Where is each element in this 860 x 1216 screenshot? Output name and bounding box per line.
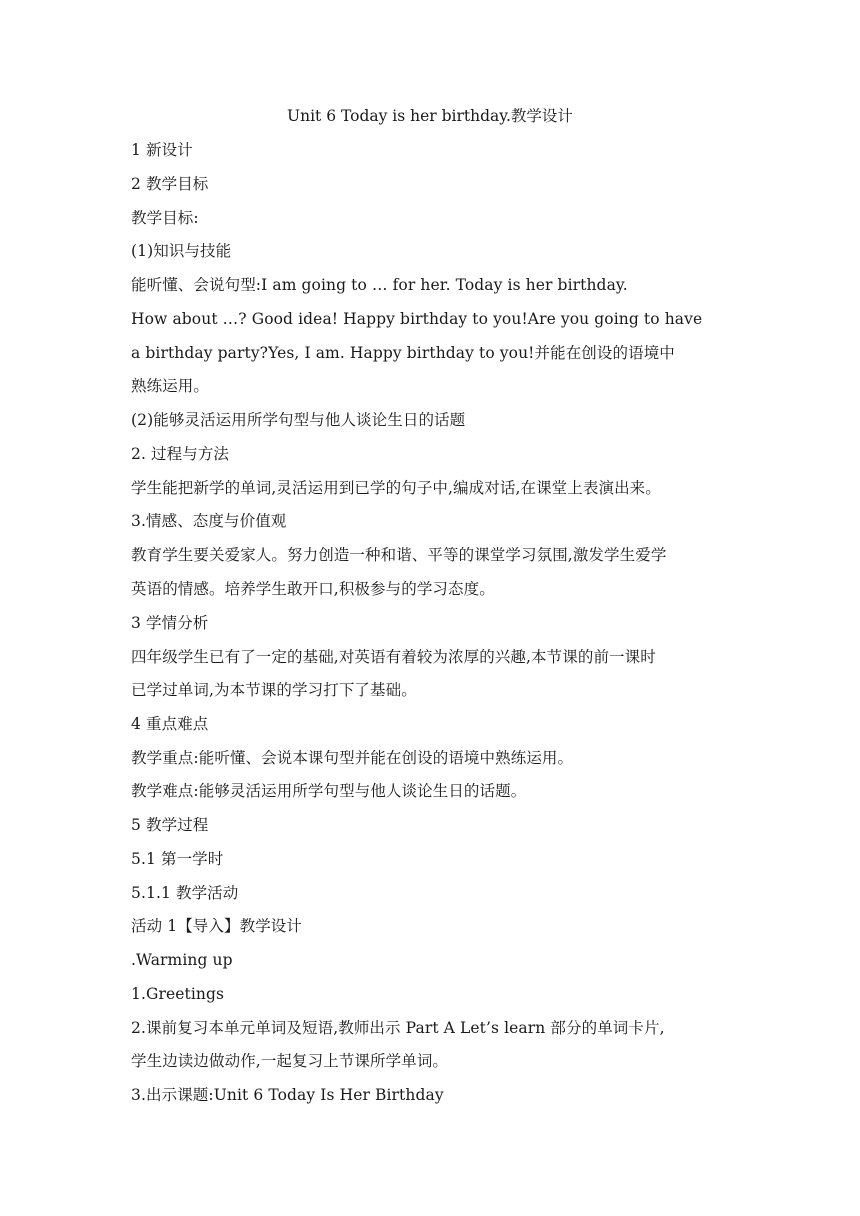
text-line: (2)能够灵活运用所学句型与他人谈论生日的话题 [131,411,466,429]
subheading-first-period: 5.1 第一学时 [131,850,224,868]
section-heading-4: 4 重点难点 [131,715,209,733]
section-heading-5: 5 教学过程 [131,816,209,834]
text-line: 学生能把新学的单词,灵活运用到已学的句子中,编成对话,在课堂上表演出来。 [131,479,661,497]
text-line: .Warming up [131,951,233,969]
text-line: 已学过单词,为本节课的学习打下了基础。 [131,681,417,699]
subheading-teaching-activities: 5.1.1 教学活动 [131,884,239,902]
text-line: 1.Greetings [131,985,225,1003]
section-heading-3: 3 学情分析 [131,614,209,632]
subheading-emotion-values: 3.情感、态度与价值观 [131,512,287,530]
document-title: Unit 6 Today is her birthday.教学设计 [287,107,573,125]
text-line: a birthday party?Yes, I am. Happy birthday to you!并能在创设的语境中 [131,344,675,362]
text-line: How about …? Good idea! Happy birthday to you!Are you going to have [131,310,703,328]
text-line: 教育学生要关爱家人。努力创造一种和谐、平等的课堂学习氛围,激发学生爱学 [131,546,667,564]
text-line: 2.课前复习本单元单词及短语,教师出示 Part A Let’s learn 部分的单词卡片, [131,1019,665,1037]
section-heading-2: 2 教学目标 [131,175,209,193]
activity-heading: 活动 1【导入】教学设计 [131,917,302,935]
section-heading-1: 1 新设计 [131,141,193,159]
text-line: 能听懂、会说句型:I am going to … for her. Today is her birthday. [131,276,628,294]
text-line: 英语的情感。培养学生敢开口,积极参与的学习态度。 [131,580,495,598]
text-line: 熟练运用。 [131,377,210,395]
subheading-knowledge-skills: (1)知识与技能 [131,242,232,260]
text-line: 学生边读边做动作,一起复习上节课所学单词。 [131,1052,449,1070]
subheading-process-methods: 2. 过程与方法 [131,445,230,463]
text-line: 教学目标: [131,209,199,227]
text-line: 教学难点:能够灵活运用所学句型与他人谈论生日的话题。 [131,782,527,800]
text-line: 四年级学生已有了一定的基础,对英语有着较为浓厚的兴趣,本节课的前一课时 [131,648,656,666]
text-line: 教学重点:能听懂、会说本课句型并能在创设的语境中熟练运用。 [131,749,574,767]
text-line: 3.出示课题:Unit 6 Today Is Her Birthday [131,1086,444,1104]
